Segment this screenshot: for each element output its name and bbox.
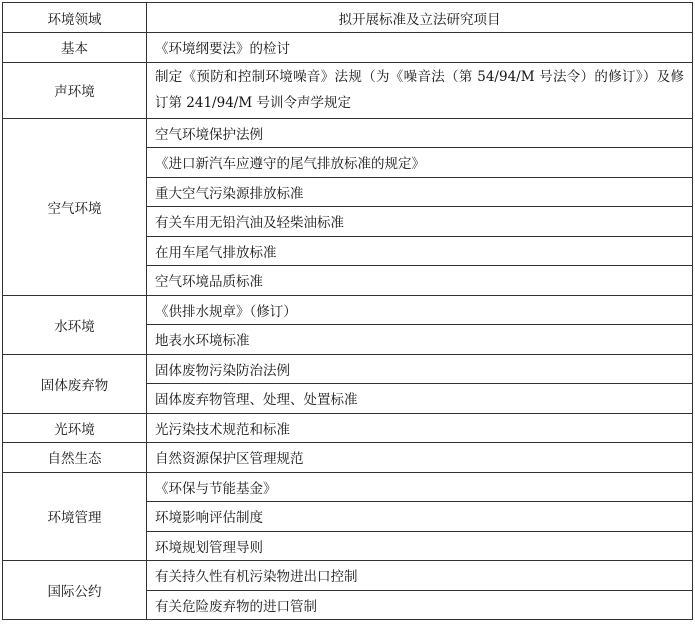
project-cell: 《供排水规章》（修订） xyxy=(147,295,693,325)
project-cell: 制定《预防和控制环境噪音》法规（为《噪音法（第 54/94/M 号法令）的修订》）及修订第 241/94/M 号训令声学规定 xyxy=(147,62,693,118)
table-row xyxy=(3,62,693,118)
project-cell: 《进口新汽车应遵守的尾气排放标准的规定》 xyxy=(147,148,693,178)
standards-table xyxy=(2,2,693,620)
project-cell: 空气环境保护法例 xyxy=(147,118,693,148)
table-row xyxy=(3,443,693,473)
project-cell: 环境规划管理导则 xyxy=(147,531,693,561)
header-project: 拟开展标准及立法研究项目 xyxy=(147,3,693,33)
table-row xyxy=(3,118,693,148)
area-cell-water: 水环境 xyxy=(3,295,147,354)
project-cell: 有关车用无铅汽油及轻柴油标准 xyxy=(147,207,693,237)
area-cell-ecology: 自然生态 xyxy=(3,443,147,473)
area-cell-management: 环境管理 xyxy=(3,472,147,561)
project-cell: 有关危险废弃物的进口管制 xyxy=(147,590,693,620)
project-cell: 有关持久性有机污染物进出口控制 xyxy=(147,561,693,591)
project-cell: 《环境纲要法》的检讨 xyxy=(147,33,693,63)
area-cell-air: 空气环境 xyxy=(3,118,147,295)
project-cell: 《环保与节能基金》 xyxy=(147,472,693,502)
table-row xyxy=(3,472,693,502)
area-cell-solid-waste: 固体废弃物 xyxy=(3,354,147,413)
table-row xyxy=(3,33,693,63)
project-cell: 地表水环境标准 xyxy=(147,325,693,355)
header-area: 环境领域 xyxy=(3,3,147,33)
project-cell: 固体废弃物管理、处理、处置标准 xyxy=(147,384,693,414)
project-cell: 自然资源保护区管理规范 xyxy=(147,443,693,473)
header-row xyxy=(3,3,693,33)
area-cell-light: 光环境 xyxy=(3,413,147,443)
area-cell-basic: 基本 xyxy=(3,33,147,63)
project-cell: 光污染技术规范和标准 xyxy=(147,413,693,443)
table-row xyxy=(3,413,693,443)
project-cell: 固体废物污染防治法例 xyxy=(147,354,693,384)
area-cell-sound: 声环境 xyxy=(3,62,147,118)
table-row xyxy=(3,354,693,384)
project-cell: 重大空气污染源排放标准 xyxy=(147,177,693,207)
project-cell: 在用车尾气排放标准 xyxy=(147,236,693,266)
project-cell: 环境影响评估制度 xyxy=(147,502,693,532)
area-cell-conventions: 国际公约 xyxy=(3,561,147,620)
table-row xyxy=(3,561,693,591)
project-cell: 空气环境品质标准 xyxy=(147,266,693,296)
table-row xyxy=(3,295,693,325)
